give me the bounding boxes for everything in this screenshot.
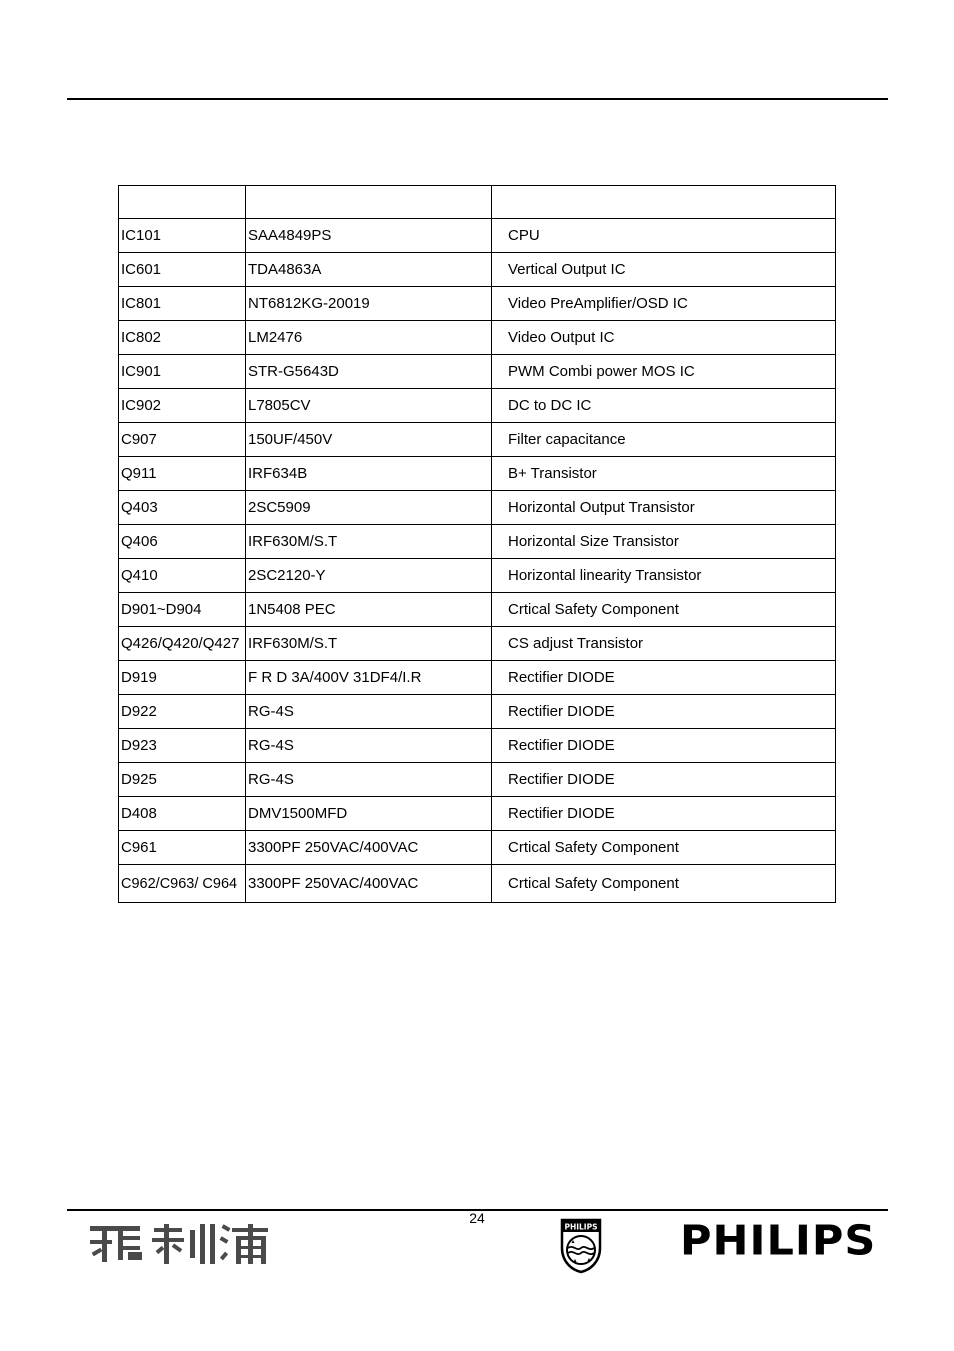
cell-part-number: LM2476 bbox=[246, 321, 492, 355]
cell-part-number: 3300PF 250VAC/400VAC bbox=[246, 831, 492, 865]
cell-reference: IC901 bbox=[119, 355, 246, 389]
table-row bbox=[119, 593, 836, 627]
cell-part-number: SAA4849PS bbox=[246, 219, 492, 253]
table-row bbox=[119, 389, 836, 423]
top-rule bbox=[67, 98, 888, 100]
parts-table-body bbox=[119, 186, 836, 903]
header-cell-description bbox=[492, 186, 836, 219]
cell-reference: C961 bbox=[119, 831, 246, 865]
cell-description: Video Output IC bbox=[492, 321, 836, 355]
table-row bbox=[119, 219, 836, 253]
table-row bbox=[119, 491, 836, 525]
table-row bbox=[119, 865, 836, 903]
cell-description: Crtical Safety Component bbox=[492, 831, 836, 865]
cell-description: CS adjust Transistor bbox=[492, 627, 836, 661]
philips-wordmark: PHILIPS bbox=[680, 1217, 877, 1265]
page-number: 24 bbox=[469, 1210, 485, 1226]
philips-shield-emblem bbox=[560, 1218, 602, 1279]
cell-reference: Q426/Q420/Q427 bbox=[119, 627, 246, 661]
cell-part-number: NT6812KG-20019 bbox=[246, 287, 492, 321]
cell-description: Rectifier DIODE bbox=[492, 661, 836, 695]
shield-text: PHILIPS bbox=[564, 1222, 598, 1232]
cell-reference: Q911 bbox=[119, 457, 246, 491]
cell-description: Horizontal Output Transistor bbox=[492, 491, 836, 525]
table-row bbox=[119, 355, 836, 389]
cell-reference: Q410 bbox=[119, 559, 246, 593]
cell-reference: IC902 bbox=[119, 389, 246, 423]
cell-part-number: RG-4S bbox=[246, 695, 492, 729]
header-cell-part bbox=[246, 186, 492, 219]
cell-reference: Q406 bbox=[119, 525, 246, 559]
cell-reference: D408 bbox=[119, 797, 246, 831]
table-row bbox=[119, 797, 836, 831]
cell-reference: D922 bbox=[119, 695, 246, 729]
cell-description: Horizontal Size Transistor bbox=[492, 525, 836, 559]
philips-chinese-logo bbox=[88, 1222, 272, 1271]
cell-description: Rectifier DIODE bbox=[492, 695, 836, 729]
cell-reference: IC801 bbox=[119, 287, 246, 321]
cell-part-number: IRF630M/S.T bbox=[246, 627, 492, 661]
cell-reference: D901~D904 bbox=[119, 593, 246, 627]
cell-description: Rectifier DIODE bbox=[492, 729, 836, 763]
table-row bbox=[119, 253, 836, 287]
table-row bbox=[119, 729, 836, 763]
table-row bbox=[119, 763, 836, 797]
table-row bbox=[119, 321, 836, 355]
cell-part-number: 3300PF 250VAC/400VAC bbox=[246, 865, 492, 903]
cell-reference: C907 bbox=[119, 423, 246, 457]
cell-part-number: DMV1500MFD bbox=[246, 797, 492, 831]
table-header-row bbox=[119, 186, 836, 219]
table-row bbox=[119, 559, 836, 593]
cell-part-number: IRF630M/S.T bbox=[246, 525, 492, 559]
cell-part-number: IRF634B bbox=[246, 457, 492, 491]
cell-description: Crtical Safety Component bbox=[492, 865, 836, 903]
cell-part-number: RG-4S bbox=[246, 763, 492, 797]
table-row bbox=[119, 525, 836, 559]
cell-description: Horizontal linearity Transistor bbox=[492, 559, 836, 593]
cell-description: B+ Transistor bbox=[492, 457, 836, 491]
cell-reference: C962/C963/ C964 bbox=[119, 865, 246, 903]
cell-reference: Q403 bbox=[119, 491, 246, 525]
cell-part-number: 2SC2120-Y bbox=[246, 559, 492, 593]
cell-part-number: F R D 3A/400V 31DF4/I.R bbox=[246, 661, 492, 695]
cell-description: DC to DC IC bbox=[492, 389, 836, 423]
cell-description: Rectifier DIODE bbox=[492, 797, 836, 831]
cell-description: Filter capacitance bbox=[492, 423, 836, 457]
table-row bbox=[119, 695, 836, 729]
table-row bbox=[119, 423, 836, 457]
table-row bbox=[119, 627, 836, 661]
cell-reference: D919 bbox=[119, 661, 246, 695]
cell-reference: IC802 bbox=[119, 321, 246, 355]
header-cell-ref bbox=[119, 186, 246, 219]
cell-description: CPU bbox=[492, 219, 836, 253]
cell-description: Crtical Safety Component bbox=[492, 593, 836, 627]
cell-description: PWM Combi power MOS IC bbox=[492, 355, 836, 389]
cell-description: Video PreAmplifier/OSD IC bbox=[492, 287, 836, 321]
table-row bbox=[119, 287, 836, 321]
table-row bbox=[119, 457, 836, 491]
cell-part-number: 2SC5909 bbox=[246, 491, 492, 525]
cell-part-number: STR-G5643D bbox=[246, 355, 492, 389]
cell-reference: IC601 bbox=[119, 253, 246, 287]
table-row bbox=[119, 661, 836, 695]
cell-part-number: 1N5408 PEC bbox=[246, 593, 492, 627]
cell-reference: IC101 bbox=[119, 219, 246, 253]
cell-part-number: 150UF/450V bbox=[246, 423, 492, 457]
parts-table bbox=[118, 185, 836, 903]
cell-part-number: TDA4863A bbox=[246, 253, 492, 287]
cell-reference: D925 bbox=[119, 763, 246, 797]
cell-part-number: RG-4S bbox=[246, 729, 492, 763]
table-row bbox=[119, 831, 836, 865]
cell-part-number: L7805CV bbox=[246, 389, 492, 423]
cell-reference: D923 bbox=[119, 729, 246, 763]
cell-description: Rectifier DIODE bbox=[492, 763, 836, 797]
cell-description: Vertical Output IC bbox=[492, 253, 836, 287]
